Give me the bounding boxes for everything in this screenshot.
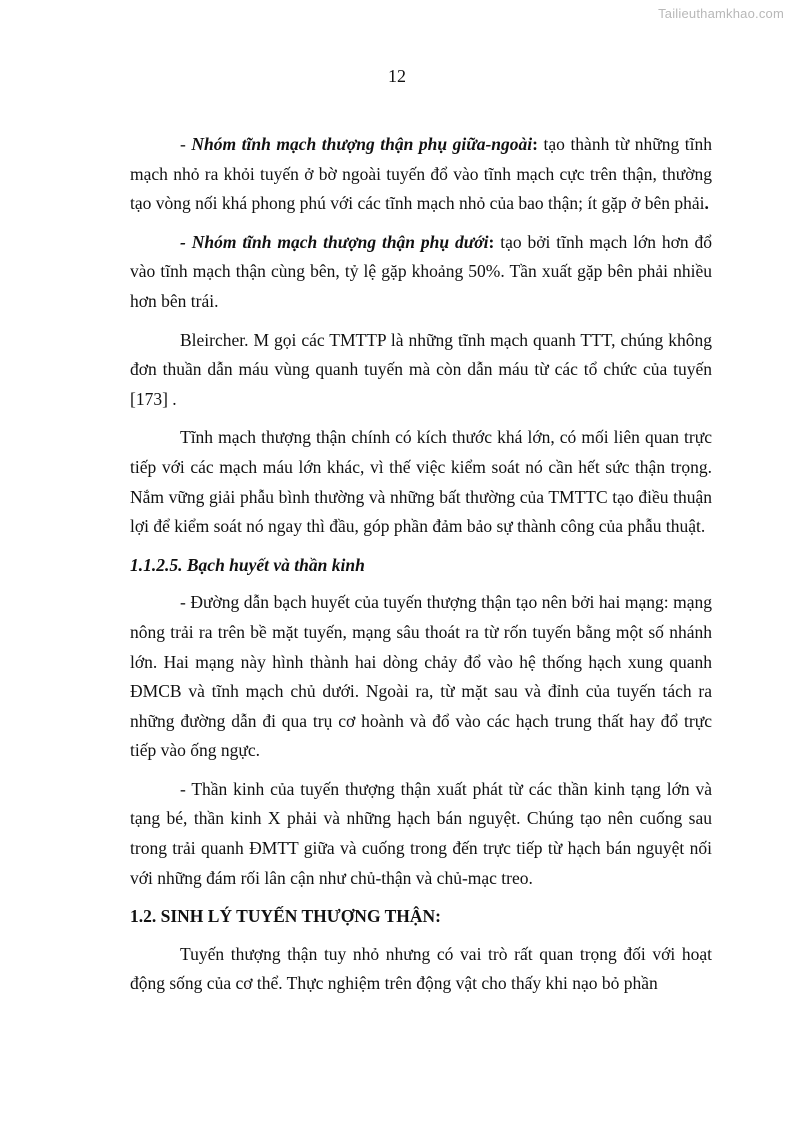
paragraph-physiology-intro: Tuyến thượng thận tuy nhỏ nhưng có vai trò rất quan trọng đối với hoạt động sống của cơ thể. Thực nghiệm trên động vật cho thấy khi nạo bỏ phần bbox=[130, 943, 712, 994]
term-lower-group: - Nhóm tĩnh mạch thượng thận phụ dưới bbox=[180, 231, 489, 252]
section-heading-lymph-nerve: 1.1.2.5. Bạch huyết và thần kinh bbox=[130, 554, 365, 575]
document-body bbox=[130, 130, 712, 1008]
paragraph-adrenal-vein-middle-lateral: - Nhóm tĩnh mạch thượng thận phụ giữa-ngoài: tạo thành từ những tĩnh mạch nhỏ ra khỏi tuyến ở bờ ngoài tuyến đổ vào tĩnh mạch cực trên thận, thường tạo vòng nối khá phong phú với các tĩnh mạch nhỏ của bao thận; ít gặp ở bên phải. bbox=[130, 134, 712, 214]
watermark: Tailieuthamkhao.com bbox=[658, 6, 784, 21]
paragraph-adrenal-vein-lower: - Nhóm tĩnh mạch thượng thận phụ dưới: tạo bởi tĩnh mạch lớn hơn đổ vào tĩnh mạch thận cùng bên, tỷ lệ gặp khoảng 50%. Tần xuất gặp bên phải nhiều hơn bên trái. bbox=[130, 231, 712, 311]
section-heading-physiology: 1.2. SINH LÝ TUYẾN THƯỢNG THẬN: bbox=[130, 906, 442, 927]
paragraph-bleircher: Bleircher. M gọi các TMTTP là những tĩnh mạch quanh TTT, chúng không đơn thuần dẫn máu vùng quanh tuyến mà còn dẫn máu từ các tổ chức của tuyến [173] . bbox=[130, 329, 712, 409]
paragraph-nerves: - Thần kinh của tuyến thượng thận xuất phát từ các thần kinh tạng lớn và tạng bé, thần kinh X phải và những hạch bán nguyệt. Chúng tạo nên cuống sau trong trải quanh ĐMTT giữa và cuống trong đến trực tiếp từ hạch bán nguyệt nối với những đám rối lân cận như chủ-thận và chủ-mạc treo. bbox=[130, 778, 712, 888]
paragraph-main-adrenal-vein: Tĩnh mạch thượng thận chính có kích thước khá lớn, có mối liên quan trực tiếp với các mạch máu lớn khác, vì thế việc kiểm soát nó cần hết sức thận trọng. Nắm vững giải phẫu bình thường và những bất thường của TMTTC tạo điều thuận lợi để kiểm soát nó ngay thì đầu, góp phần đảm bảo sự thành công của phẫu thuật. bbox=[130, 427, 712, 537]
term-middle-lateral-group: Nhóm tĩnh mạch thượng thận phụ giữa-ngoài bbox=[191, 134, 533, 154]
paragraph-lymphatics: - Đường dẫn bạch huyết của tuyến thượng thận tạo nên bởi hai mạng: mạng nông trải ra trên bề mặt tuyến, mạng sâu thoát ra từ rốn tuyến bằng một số nhánh lớn. Hai mạng này hình thành hai dòng chảy đổ vào hệ thống hạch xung quanh ĐMCB và tĩnh mạch chủ dưới. Ngoài ra, từ mặt sau và đỉnh của tuyến tách ra những đường dẫn đi qua trụ cơ hoành và đổ vào các hạch trung thất hay đổ trực tiếp vào ống ngực. bbox=[130, 592, 712, 761]
page-number: 12 bbox=[388, 66, 406, 86]
